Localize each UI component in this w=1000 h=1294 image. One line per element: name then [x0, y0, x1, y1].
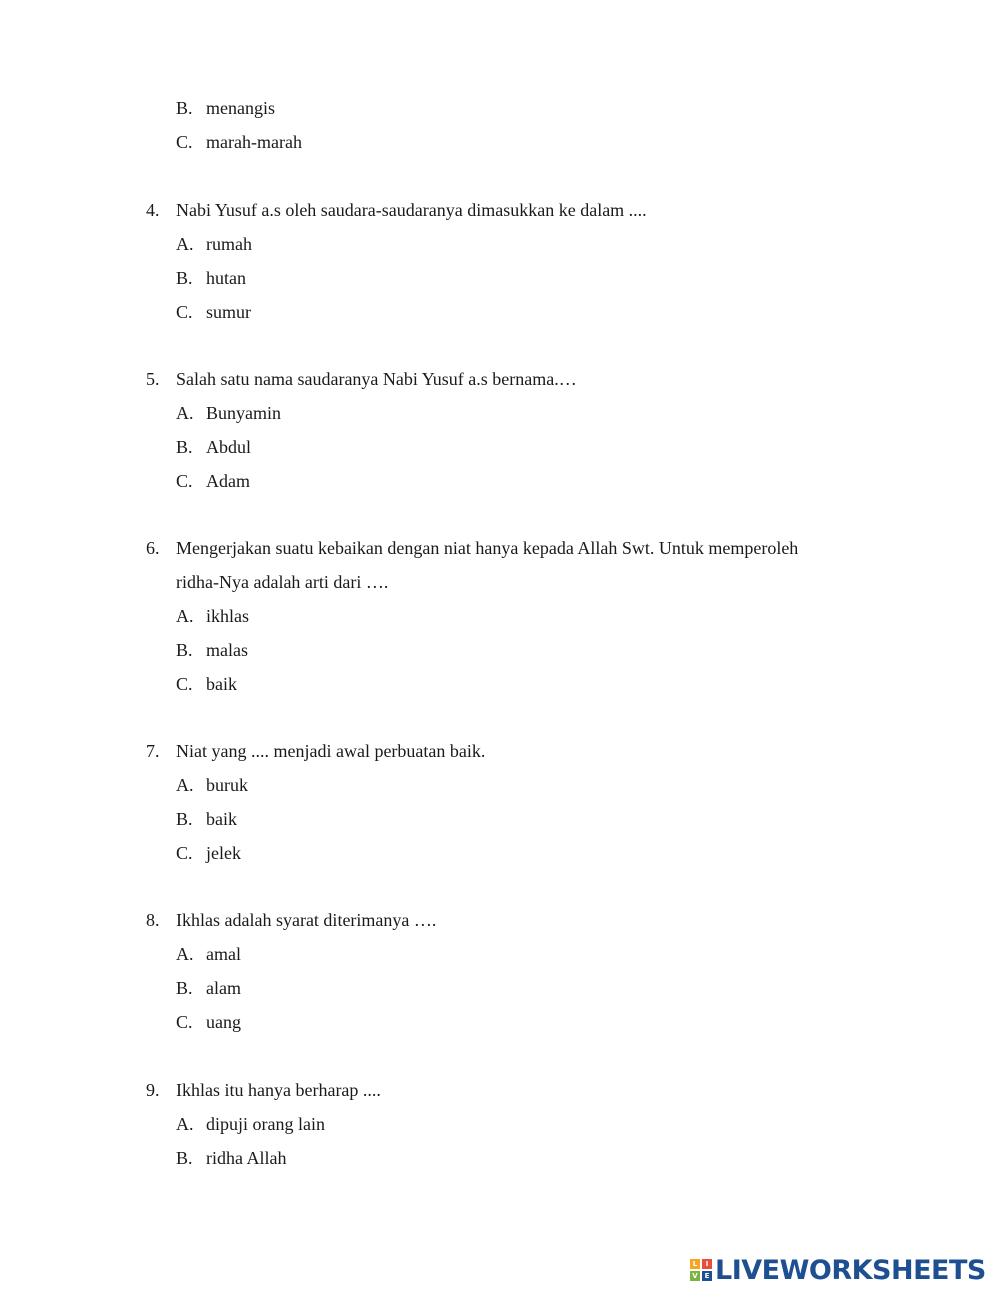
- question-text: Ikhlas itu hanya berharap ....: [176, 1080, 381, 1100]
- option-text[interactable]: ikhlas: [206, 606, 249, 626]
- option-letter: A.: [176, 403, 194, 423]
- question-number: 9.: [146, 1080, 160, 1100]
- option-text[interactable]: amal: [206, 944, 241, 964]
- option-letter: C.: [176, 843, 193, 863]
- option-letter: A.: [176, 944, 194, 964]
- logo-mark-tile: E: [702, 1271, 712, 1281]
- option-letter: A.: [176, 775, 194, 795]
- option-letter: B.: [176, 1148, 193, 1168]
- logo-text: LIVEWORKSHEETS: [715, 1254, 986, 1286]
- question-text: Salah satu nama saudaranya Nabi Yusuf a.s bernama.…: [176, 369, 577, 389]
- option-letter: C.: [176, 132, 193, 152]
- logo-mark-tile: V: [690, 1271, 700, 1281]
- question-number: 5.: [146, 369, 160, 389]
- option-letter: A.: [176, 234, 194, 254]
- option-text[interactable]: sumur: [206, 302, 251, 322]
- question-text: Ikhlas adalah syarat diterimanya ….: [176, 910, 437, 930]
- option-text[interactable]: alam: [206, 978, 241, 998]
- option-text[interactable]: marah-marah: [206, 132, 302, 152]
- option-letter: B.: [176, 437, 193, 457]
- option-text[interactable]: jelek: [206, 843, 241, 863]
- option-text[interactable]: baik: [206, 674, 237, 694]
- option-letter: C.: [176, 471, 193, 491]
- question-text-continued: ridha-Nya adalah arti dari ….: [176, 572, 389, 592]
- option-text[interactable]: rumah: [206, 234, 252, 254]
- liveworksheets-logo: [690, 1253, 986, 1287]
- question-number: 6.: [146, 538, 160, 558]
- question-text: Mengerjakan suatu kebaikan dengan niat hanya kepada Allah Swt. Untuk memperoleh: [176, 538, 799, 558]
- logo-mark-tile: I: [702, 1259, 712, 1269]
- question-text: Niat yang .... menjadi awal perbuatan baik.: [176, 741, 486, 761]
- option-text[interactable]: menangis: [206, 98, 275, 118]
- question-number: 8.: [146, 910, 160, 930]
- option-letter: B.: [176, 268, 193, 288]
- option-letter: A.: [176, 606, 194, 626]
- option-text[interactable]: ridha Allah: [206, 1148, 287, 1168]
- option-letter: C.: [176, 1012, 193, 1032]
- option-letter: B.: [176, 809, 193, 829]
- option-text[interactable]: Abdul: [206, 437, 251, 457]
- question-number: 4.: [146, 200, 160, 220]
- option-text[interactable]: buruk: [206, 775, 248, 795]
- logo-mark-icon: [690, 1259, 712, 1281]
- option-text[interactable]: Bunyamin: [206, 403, 281, 423]
- question-number: 7.: [146, 741, 160, 761]
- option-text[interactable]: dipuji orang lain: [206, 1114, 325, 1134]
- option-text[interactable]: malas: [206, 640, 248, 660]
- option-text[interactable]: baik: [206, 809, 237, 829]
- option-letter: C.: [176, 302, 193, 322]
- question-text: Nabi Yusuf a.s oleh saudara-saudaranya dimasukkan ke dalam ....: [176, 200, 647, 220]
- option-letter: B.: [176, 640, 193, 660]
- logo-mark-tile: L: [690, 1259, 700, 1269]
- option-letter: B.: [176, 978, 193, 998]
- option-text[interactable]: hutan: [206, 268, 246, 288]
- option-letter: B.: [176, 98, 193, 118]
- option-text[interactable]: Adam: [206, 471, 250, 491]
- option-letter: C.: [176, 674, 193, 694]
- option-text[interactable]: uang: [206, 1012, 241, 1032]
- option-letter: A.: [176, 1114, 194, 1134]
